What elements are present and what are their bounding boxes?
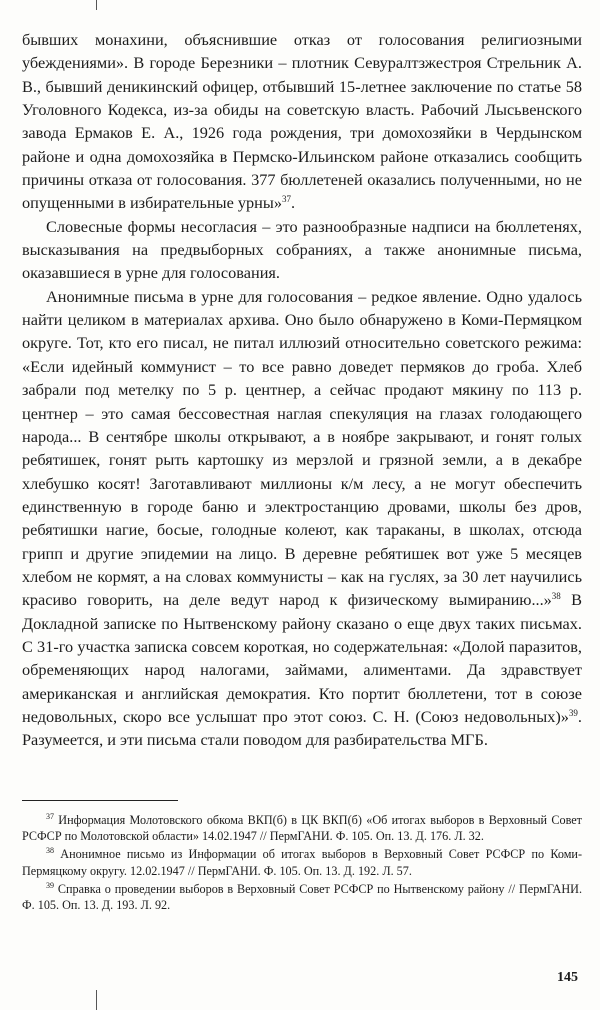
paragraph-verbal-forms: Словесные формы несогласия – это разнообразные надписи на бюллетенях, высказывания на предвыборных собраниях, а также анонимные письма, оказавшиеся в урне для голосования. (22, 216, 582, 283)
footnote-ref-37: 37 (281, 194, 291, 205)
footnote-38: $^{38}$ Анонимное письмо из Информации об итогах выборов в Верховный Совет РСФСР по Коми-Пермяцкому округу. 12.02.1947 // ПермГАНИ. Ф. 105. Оп. 13. Д. 192. Л. 57. (22, 846, 583, 878)
paragraph-continuation: бывших монахини, объяснившие отказ от голосования религиозными убеждениями». В городе Березники – плотник Севуралтзжестроя Стрельник А. В., бывший деникинский офицер, отбывший 15-летнее заключение по статье 58 Уголовного Кодекса, из-за обиды на советскую власть. Рабочий Лысьвенского завода Ермаков Е. А., 1926 года рождения, три домохозяйки в Чердынском районе и одна домохозяйка в Пермско-Ильинском районе отказались сообщить причины отказа от голосования. 377 бюллетеней оказались полученными, но не опущенными в избирательные урны»$^{37}$. (22, 30, 582, 213)
page-number: 145 (557, 970, 578, 985)
footnotes (22, 812, 582, 915)
footnote-39: $^{39}$ Справка о проведении выборов в Верховный Совет РСФСР по Нытвенскому району // ПермГАНИ. Ф. 105. Оп. 13. Д. 193. Л. 92. (22, 880, 582, 913)
scan-artifact-line (96, 990, 97, 1010)
main-text (22, 28, 582, 752)
scan-artifact-line (96, 0, 97, 10)
paragraph-anonymous-letters: Анонимные письма в урне для голосования – редкое явление. Одно удалось найти целиком в материалах архива. Оно было обнаружено в Коми-Пермяцком округе. Тот, кто его писал, не питал иллюзий относительно советского режима: «Если идейный коммунист – то все равно доведет пермяков до гроба. Хлеб забрали под метелку по 5 р. центнер, а сейчас продают мякину по 113 р. центнер – это самая бессовестная наглая спекуляция на глазах голодающего народа... В сентябре школы открывают, а в ноябре закрывают, и гонят голых ребятишек, гонят рыть картошку из мерзлой и грязной земли, а в декабре хлебушко косят! Заготавливают миллионы к/м лесу, а не могут обеспечить единственную в городе баню и электростанцию дровами, школы без дров, ребятишки нагие, босые, голодные колеют, как тараканы, в школах, отсюда грипп и другие эпидемии на лицо. В деревне ребятишек вот уже 5 месяцев хлебом не кормят, а на словах коммунисты – как на гуслях, за 30 лет научились красиво говорить, на деле ведут народ к физическому вымиранию...»$^{38}$ В Докладной записке по Нытвенскому району сказано о еще двух таких письмах. С 31-го участка записка совсем короткая, но содержательная: «Долой паразитов, обременяющих народ налогами, займами, алиментами. Да здравствует американская и английская демократия. Кто портит бюллетени, тот в союзе недовольных, скоро все услышат про этот союз. С. Н. (Союз недовольных)»$^{39}$. Разумеется, и эти письма стали поводом для разбирательства МГБ. (22, 286, 582, 750)
footnote-separator (22, 800, 178, 801)
footnote-37: $^{37}$ Информация Молотовского обкома ВКП(б) в ЦК ВКП(б) «Об итогах выборов в Верховный Совет РСФСР по Молотовской области» 14.02.1947 // ПермГАНИ. Ф. 105. Оп. 13. Д. 176. Л. 32. (22, 812, 582, 844)
footnote-ref-39: 39 (568, 707, 578, 718)
footnote-ref-38: 38 (551, 591, 561, 602)
